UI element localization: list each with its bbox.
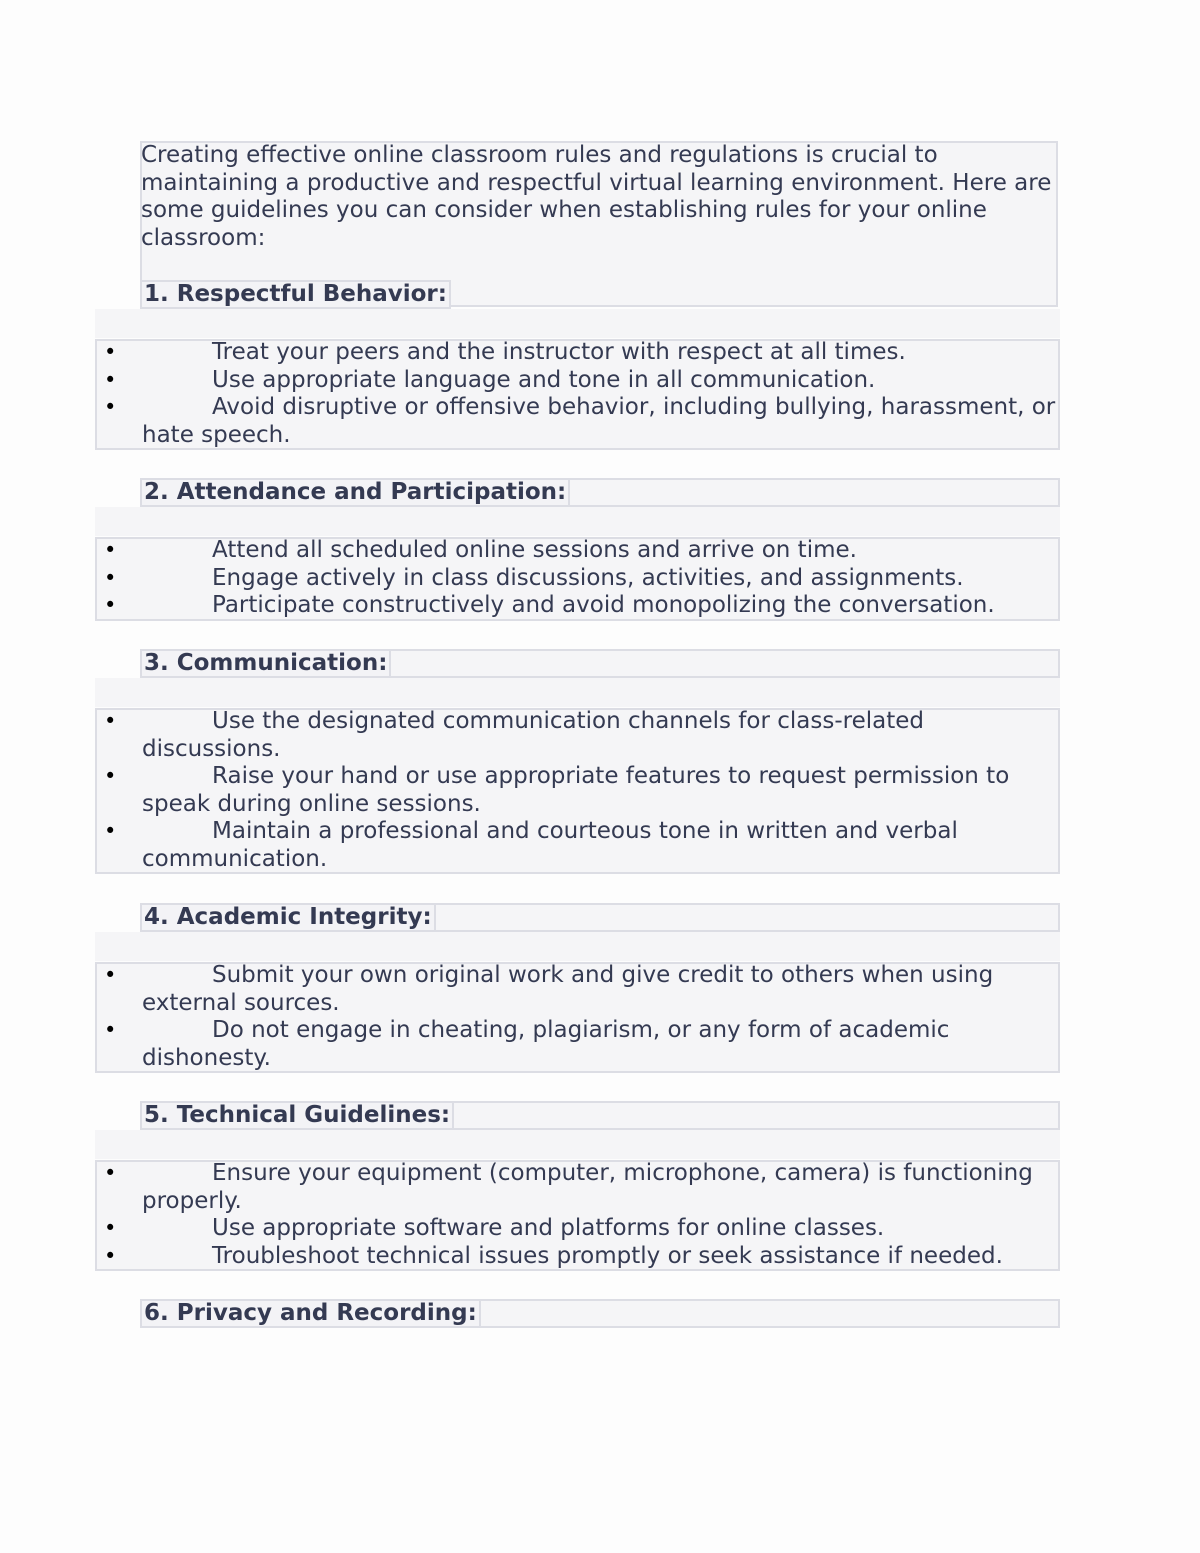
bullet-icon: • [104,340,117,364]
spacer-band [95,507,1060,536]
list-communication [96,708,1056,873]
list-item [96,818,1056,873]
bullet-icon: • [104,395,117,419]
list-item [96,537,1056,565]
bullet-icon: • [104,1018,117,1042]
list-item-text: Raise your hand or use appropriate features to request permission to speak during online sessions. [142,763,1010,817]
list-attendance [96,537,1056,620]
list-item [96,1243,1056,1271]
section-heading-academic-integrity: 4. Academic Integrity: [140,903,436,932]
bullet-icon: • [104,367,117,392]
list-item [96,367,1056,395]
list-item-text: Engage actively in class discussions, activities, and assignments. [212,564,964,591]
list-item [96,763,1056,818]
bullet-icon: • [104,1161,117,1185]
bullet-icon: • [104,593,117,617]
list-item [96,1215,1056,1243]
list-item [96,1160,1056,1215]
list-item-text: Attend all scheduled online sessions and arrive on time. [212,537,857,563]
list-item-text: Participate constructively and avoid monopolizing the conversation. [212,592,995,618]
list-technical-guidelines [96,1160,1056,1270]
section-heading-privacy-recording: 6. Privacy and Recording: [140,1299,481,1328]
list-item [96,394,1056,449]
list-item-text: Use the designated communication channels for class-related discussions. [142,708,924,762]
list-item-text: Avoid disruptive or offensive behavior, including bullying, harassment, or hate speech. [142,394,1056,448]
list-item [96,592,1056,620]
spacer-band [95,932,1060,961]
list-item-text: Use appropriate language and tone in all communication. [212,366,876,393]
list-item [96,565,1056,593]
list-respectful-behavior [96,339,1056,449]
list-academic-integrity [96,962,1056,1072]
list-item-text: Troubleshoot technical issues promptly or seek assistance if needed. [212,1242,1003,1269]
list-item [96,708,1056,763]
bullet-icon: • [104,1216,117,1240]
spacer-band [95,678,1060,707]
section-heading-communication: 3. Communication: [140,649,391,678]
list-item-text: Treat your peers and the instructor with respect at all times. [212,339,906,365]
spacer-band [95,1130,1060,1159]
list-item-text: Submit your own original work and give credit to others when using external sources. [142,962,994,1016]
list-item-text: Do not engage in cheating, plagiarism, or any form of academic dishonesty. [142,1017,950,1071]
list-item-text: Use appropriate software and platforms for online classes. [212,1215,885,1241]
bullet-icon: • [104,963,117,987]
intro-paragraph: Creating effective online classroom rules and regulations is crucial to maintaining a productive and respectful virtual learning environment. Here are some guidelines you can consider when establishing rules for your online classroom: [141,142,1052,251]
bullet-icon: • [104,709,117,733]
list-item [96,962,1056,1017]
list-item-text: Ensure your equipment (computer, microphone, camera) is functioning properly. [142,1160,1033,1214]
bullet-icon: • [104,1243,117,1268]
bullet-icon: • [104,565,117,590]
list-item [96,339,1056,367]
bullet-icon: • [104,538,117,562]
bullet-icon: • [104,819,117,843]
list-item-text: Maintain a professional and courteous tone in written and verbal communication. [142,818,958,872]
list-item [96,1017,1056,1072]
section-heading-attendance: 2. Attendance and Participation: [140,478,570,507]
spacer-band [95,309,1060,338]
section-heading-technical-guidelines: 5. Technical Guidelines: [140,1101,454,1130]
section-heading-respectful-behavior: 1. Respectful Behavior: [140,280,451,309]
bullet-icon: • [104,764,117,788]
